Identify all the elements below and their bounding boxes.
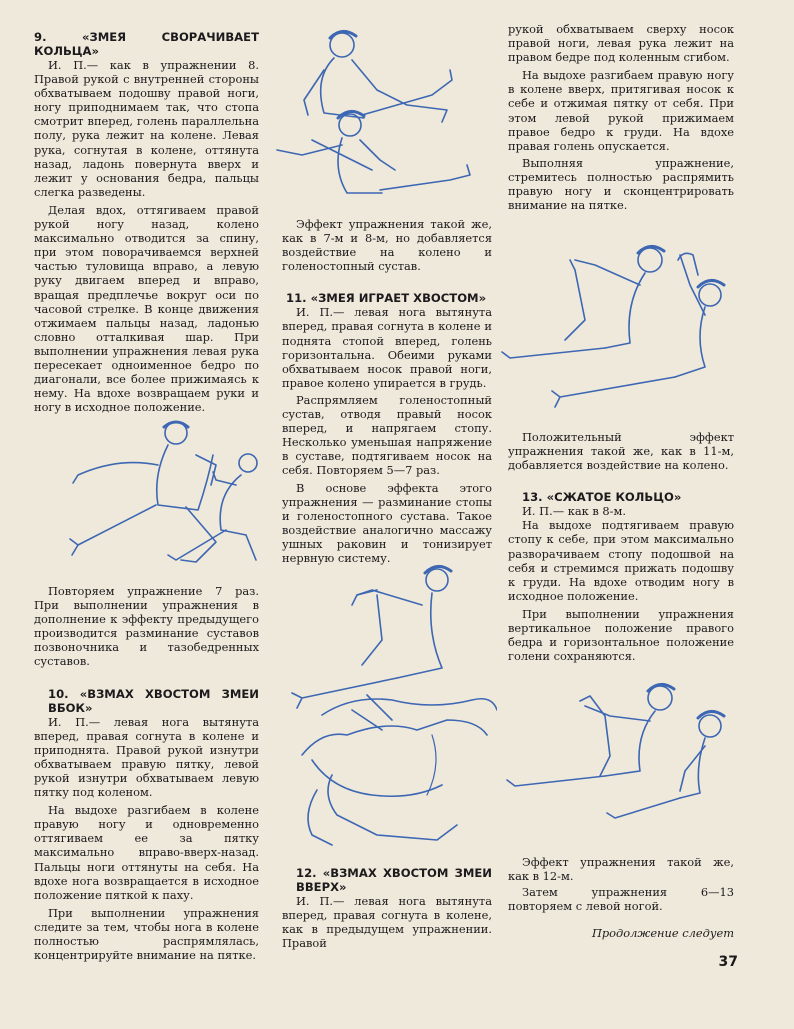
exercise-12-paragraph-continued: рукой обхватываем сверху носок правой ноги, левая рука лежит на правом бедре под коленным сгибом. bbox=[508, 22, 734, 65]
column-left bbox=[34, 30, 259, 414]
column-left-lower bbox=[34, 584, 259, 962]
exercise-12-heading: 12. «ВЗМАХ ХВОСТОМ ЗМЕИ ВВЕРХ» bbox=[296, 866, 492, 894]
illustration-exercise-13 bbox=[505, 676, 733, 841]
exercise-13-paragraph-3: При выполнении упражнения вертикальное положение правого бедра и горизонтальное положение голени сохраняются. bbox=[508, 606, 734, 664]
exercise-13-paragraph-2: На выдохе подтягиваем правую стопу к себе, при этом максимально разворачиваем стопу подошвой на себя и стремимся прижать подошву к груди. На вдохе отводим ногу в исходное положение. bbox=[508, 518, 734, 603]
exercise-10-paragraph-3: При выполнении упражнения следите за тем, чтобы нога в колене полностью распрямлялась, концентрируйте внимание на пятке. bbox=[34, 905, 259, 963]
exercise-10-paragraph-2: На выдохе разгибаем в колене правую ногу и одновременно оттягиваем ее за пятку максимально вправо-вверх-назад. Пальцы ноги оттянуты на себя. На вдохе нога возвращается в исходное положение пяткой к паху. bbox=[34, 803, 259, 902]
exercise-12-paragraph-3: Выполняя упражнение, стремитесь полностью распрямить правую ногу и сконцентрировать внимание на пятке. bbox=[508, 155, 734, 213]
exercise-10-paragraph-1: И. П.— левая нога вытянута вперед, правая согнута в колене и приподнята. Правой рукой изнутри обхватываем правую пятку, левой рукой изнутри обхватываем левую пятку под коленом. bbox=[34, 714, 259, 800]
exercise-11-paragraph-1: И. П.— левая нога вытянута вперед, правая согнута в колене и поднята стопой вперед, голень горизонтальна. Обеими руками обхватываем носок правой ноги, правое колено упирается в грудь. bbox=[282, 305, 492, 390]
effect-exercise-8: Эффект упражнения такой же, как в 7-м и 8-м, но добавляется воздействие на колено и голеностопный сустав. bbox=[282, 217, 492, 274]
exercise-13-paragraph-1: И. П.— как в 8-м. bbox=[522, 504, 627, 519]
exercise-11-paragraph-2: Распрямляем голеностопный сустав, отводя правый носок вперед, и напрягаем стопу. Несколько уменьшая напряжение в суставе, подтягиваем носок на себя. Повторяем 5—7 раз. bbox=[282, 392, 492, 478]
exercise-11-heading: 11. «ЗМЕЯ ИГРАЕТ ХВОСТОМ» bbox=[286, 291, 487, 306]
illustration-exercise-10 bbox=[272, 20, 497, 215]
exercise-12-paragraph-2: На выдохе разгибаем правую ногу в колене вверх, притягивая носок к себе и отжимая пятку от себя. При этом левой рукой прижимаем правое бедро к груди. На вдохе правая голень опускается. bbox=[508, 68, 734, 153]
illustration-exercise-11 bbox=[282, 555, 497, 855]
repeat-note: Затем упражнения 6—13 повторяем с левой ногой. bbox=[508, 885, 734, 914]
column-right bbox=[508, 22, 734, 212]
exercise-9-paragraph-2: Делая вдох, оттягиваем правой рукой ногу назад, колено максимально отводится за спину, при этом поворачиваемся верхней частью туловища вправо, а левую руку двигаем вперед и вправо, вращая предплечье вокруг оси по часовой стрелке. В конце движения отжимаем пальцы назад, ладонью словно отталкивая шар. При выполнении упражнения левая рука пересекает одноименное бедро по диагонали, все более прижимаясь к нему. На вдохе возвращаем руки и ногу в исходное положение. bbox=[34, 202, 259, 415]
exercise-9-paragraph-3: Повторяем упражнение 7 раз. При выполнении упражнения в дополнение к эффекту предыдущего производится разминание суставов позвоночника и тазобедренных суставов. bbox=[34, 584, 259, 669]
column-middle bbox=[282, 217, 492, 565]
exercise-10-heading: 10. «ВЗМАХ ХВОСТОМ ЗМЕИ ВБОК» bbox=[48, 686, 259, 715]
column-middle-lower bbox=[282, 866, 492, 950]
exercise-12-paragraph-1: И. П.— левая нога вытянута вперед, правая согнута в колене, как в предыдущем упражнении. Правой bbox=[282, 894, 492, 951]
column-right-lower bbox=[508, 430, 734, 663]
effect-exercise-13: Эффект упражнения такой же, как в 12-м. bbox=[508, 855, 734, 884]
illustration-exercise-9 bbox=[36, 405, 261, 575]
page-number: 37 bbox=[718, 954, 738, 970]
exercise-11-paragraph-3: В основе эффекта этого упражнения — разминание стопы и голеностопного сустава. Такое воздействие аналогично массажу ушных раковин и тонизирует нервную систему. bbox=[282, 480, 492, 565]
column-right-bottom bbox=[508, 855, 734, 940]
exercise-13-heading: 13. «СЖАТОЕ КОЛЬЦО» bbox=[522, 490, 682, 505]
effect-exercise-11: Положительный эффект упражнения такой же, как в 11-м, добавляется воздействие на колено. bbox=[508, 430, 734, 473]
to-be-continued: Продолжение следует bbox=[591, 926, 734, 941]
exercise-9-paragraph-1: И. П.— как в упражнении 8. Правой рукой с внутренней стороны обхватываем подошву правой ноги, ногу приподнимаем так, что стопа смотрит вперед, голень параллельна полу, рука лежит на колене. Левая рука, согнутая в колене, оттянута назад, ладонь повернута вверх и лежит у основания бедра, пальцы слегка разведены. bbox=[34, 58, 259, 199]
exercise-9-heading: 9. «ЗМЕЯ СВОРАЧИВАЕТ КОЛЬЦА» bbox=[34, 30, 259, 58]
illustration-exercise-12 bbox=[500, 235, 732, 415]
